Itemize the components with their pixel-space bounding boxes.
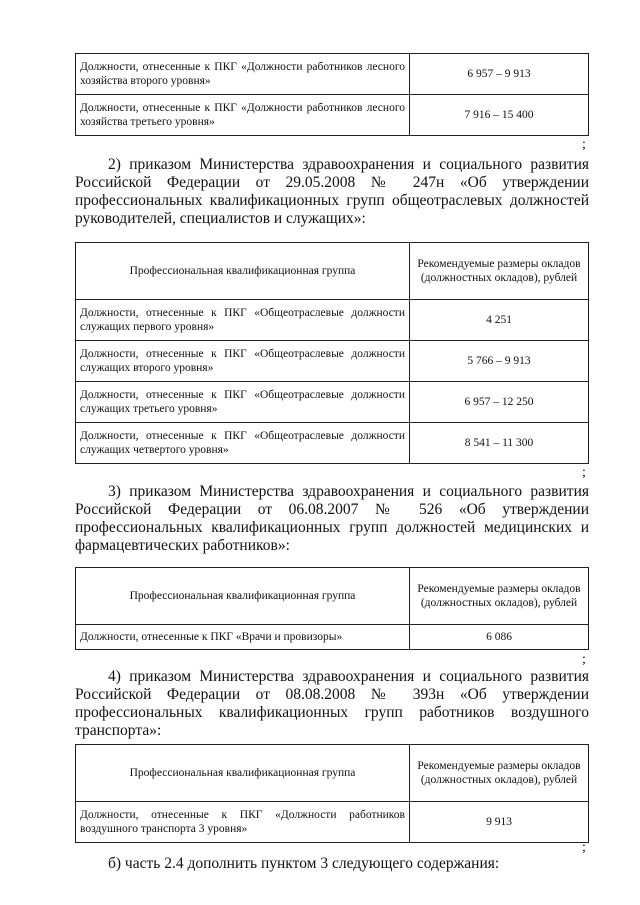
semicolon: ; [582, 652, 586, 667]
table-cell-salary: 6 086 [410, 625, 589, 650]
table-header-group: Профессиональная квалификационная группа [76, 745, 410, 802]
table-header-row [76, 745, 589, 802]
table-cell-salary: 8 541 – 11 300 [410, 423, 589, 464]
table-cell-group: Должности, отнесенные к ПКГ «Общеотраслевые должности служащих первого уровня» [76, 300, 410, 341]
table-row [76, 95, 589, 136]
table-row [76, 300, 589, 341]
table-header-row [76, 243, 589, 300]
table-cell-group: Должности, отнесенные к ПКГ «Должности работников воздушного транспорта 3 уровня» [76, 802, 410, 843]
table-cell-salary: 6 957 – 12 250 [410, 382, 589, 423]
table-cell-salary: 4 251 [410, 300, 589, 341]
table-header-salary: Рекомендуемые размеры окладов (должностных окладов), рублей [410, 745, 589, 802]
table-cell-group: Должности, отнесенные к ПКГ «Общеотраслевые должности служащих четвертого уровня» [76, 423, 410, 464]
paragraph-2: 2) приказом Министерства здравоохранения и социального развития Российской Федерации от 29.05.2008 № 247н «Об утверждении профессиональных квалификационных групп общеотраслевых должностей руководителей, специалистов и служащих»: [75, 156, 589, 227]
table-cell-salary: 9 913 [410, 802, 589, 843]
table-cell-salary: 6 957 – 9 913 [410, 54, 589, 95]
table-air-transport-positions [75, 744, 589, 843]
table-header-group: Профессиональная квалификационная группа [76, 243, 410, 300]
table-header-row [76, 568, 589, 625]
table-cell-group: Должности, отнесенные к ПКГ «Должности работников лесного хозяйства третьего уровня» [76, 95, 410, 136]
semicolon: ; [582, 465, 586, 480]
table-cell-group: Должности, отнесенные к ПКГ «Должности работников лесного хозяйства второго уровня» [76, 54, 410, 95]
semicolon: ; [582, 137, 586, 152]
table-general-positions [75, 242, 589, 464]
table-forestry [75, 53, 589, 136]
table-row [76, 382, 589, 423]
paragraph-b: б) часть 2.4 дополнить пунктом 3 следующего содержания: [108, 855, 500, 872]
table-row [76, 625, 589, 650]
table-row [76, 341, 589, 382]
paragraph-4: 4) приказом Министерства здравоохранения и социального развития Российской Федерации от 08.08.2008 № 393н «Об утверждении профессиональных квалификационных групп работников воздушного транспорта»: [75, 668, 589, 739]
table-cell-salary: 7 916 – 15 400 [410, 95, 589, 136]
table-row [76, 54, 589, 95]
table-medical-positions [75, 567, 589, 650]
table-cell-salary: 5 766 – 9 913 [410, 341, 589, 382]
semicolon: ; [582, 840, 586, 855]
table-header-salary: Рекомендуемые размеры окладов (должностных окладов), рублей [410, 568, 589, 625]
table-row [76, 802, 589, 843]
table-cell-group: Должности, отнесенные к ПКГ «Врачи и провизоры» [76, 625, 410, 650]
table-cell-group: Должности, отнесенные к ПКГ «Общеотраслевые должности служащих третьего уровня» [76, 382, 410, 423]
table-row [76, 423, 589, 464]
paragraph-3: 3) приказом Министерства здравоохранения и социального развития Российской Федерации от 06.08.2007 № 526 «Об утверждении профессиональных квалификационных групп должностей медицинских и фармацевтических работников»: [75, 483, 589, 554]
table-header-group: Профессиональная квалификационная группа [76, 568, 410, 625]
table-header-salary: Рекомендуемые размеры окладов (должностных окладов), рублей [410, 243, 589, 300]
table-cell-group: Должности, отнесенные к ПКГ «Общеотраслевые должности служащих второго уровня» [76, 341, 410, 382]
